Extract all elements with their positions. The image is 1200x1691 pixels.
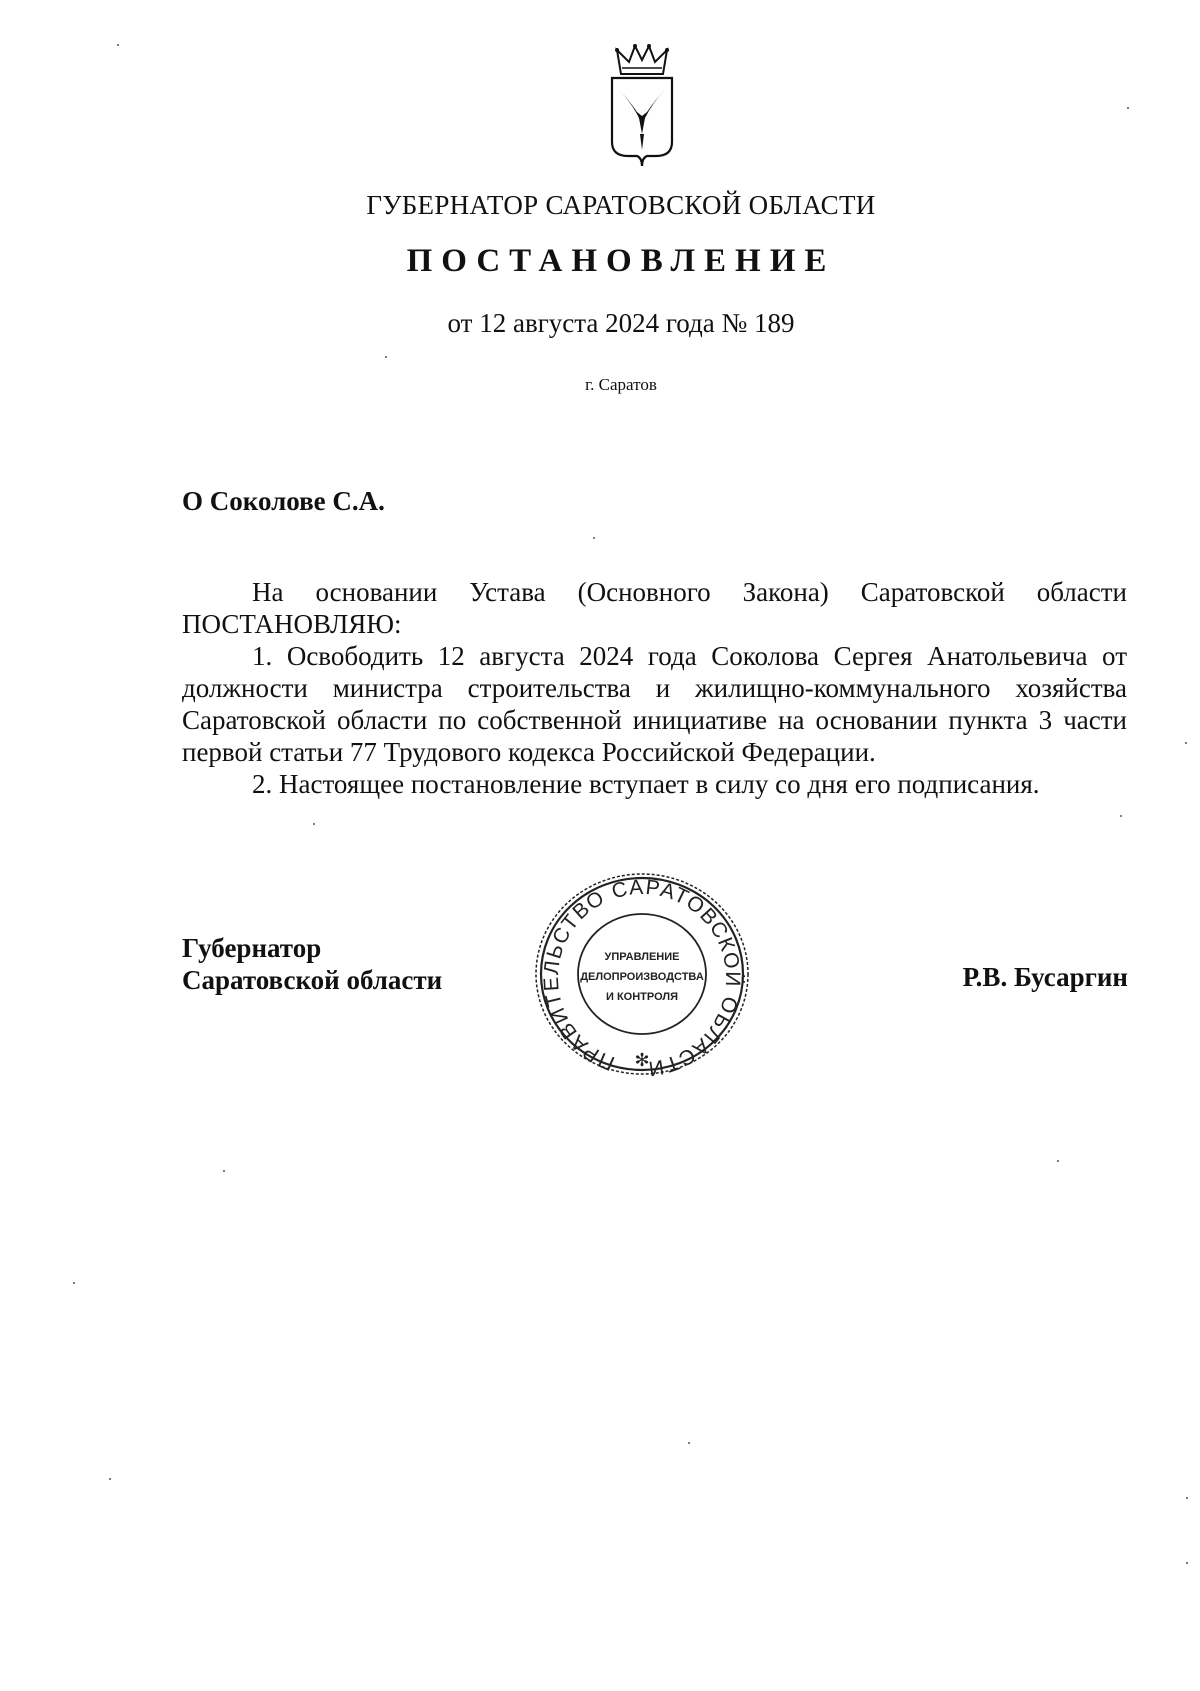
seal-inner-line-3: И КОНТРОЛЯ — [606, 991, 678, 1003]
scan-speck — [593, 537, 595, 539]
scan-speck — [1186, 1562, 1188, 1564]
body-intro-paragraph: На основании Устава (Основного Закона) Саратовской области ПОСТАНОВЛЯЮ: — [182, 577, 1127, 639]
signer-title — [182, 932, 442, 996]
official-seal-stamp — [532, 868, 752, 1078]
document-date-number: от 12 августа 2024 года № 189 — [447, 308, 795, 338]
seal-inner-line-2: ДЕЛОПРОИЗВОДСТВА — [580, 971, 704, 983]
scan-speck — [109, 1478, 111, 1480]
scan-speck — [1057, 1160, 1059, 1162]
document-city: г. Саратов — [585, 375, 657, 394]
seal-inner-line-1: УПРАВЛЕНИЕ — [604, 951, 680, 963]
scan-speck — [223, 1170, 225, 1172]
scan-speck — [1186, 1497, 1188, 1499]
seal-star-icon: ✻ — [634, 1050, 650, 1070]
document-type: ПОСТАНОВЛЕНИЕ — [406, 243, 836, 279]
signer-title-line-1: Губернатор — [182, 933, 322, 963]
seal-outer-text: ПРАВИТЕЛЬСТВО САРАТОВСКОЙ ОБЛАСТИ — [539, 875, 745, 1078]
signer-name: Р.В. Бусаргин — [962, 962, 1128, 992]
scan-speck — [73, 1282, 75, 1284]
scan-speck — [1120, 815, 1122, 817]
scan-speck — [385, 356, 387, 358]
body-item-2: 2. Настоящее постановление вступает в силу со дня его подписания. — [252, 769, 1040, 799]
issuing-authority: ГУБЕРНАТОР САРАТОВСКОЙ ОБЛАСТИ — [366, 190, 876, 220]
coat-of-arms-icon — [609, 44, 675, 169]
scan-speck — [688, 1442, 690, 1444]
scan-speck — [117, 44, 119, 46]
scan-speck — [1185, 742, 1187, 744]
document-subject: О Соколове С.А. — [182, 486, 385, 516]
signer-title-line-2: Саратовской области — [182, 965, 443, 995]
scan-speck — [313, 823, 315, 825]
body-item-1: 1. Освободить 12 августа 2024 года Соколова Сергея Анатольевича от должности министра строительства и жилищно-коммунального хозяйства Саратовской области по собственной инициативе на основании пункта 3 части первой статьи 77 Трудового кодекса Российской Федерации. — [182, 641, 1127, 767]
scan-speck — [1127, 107, 1129, 109]
